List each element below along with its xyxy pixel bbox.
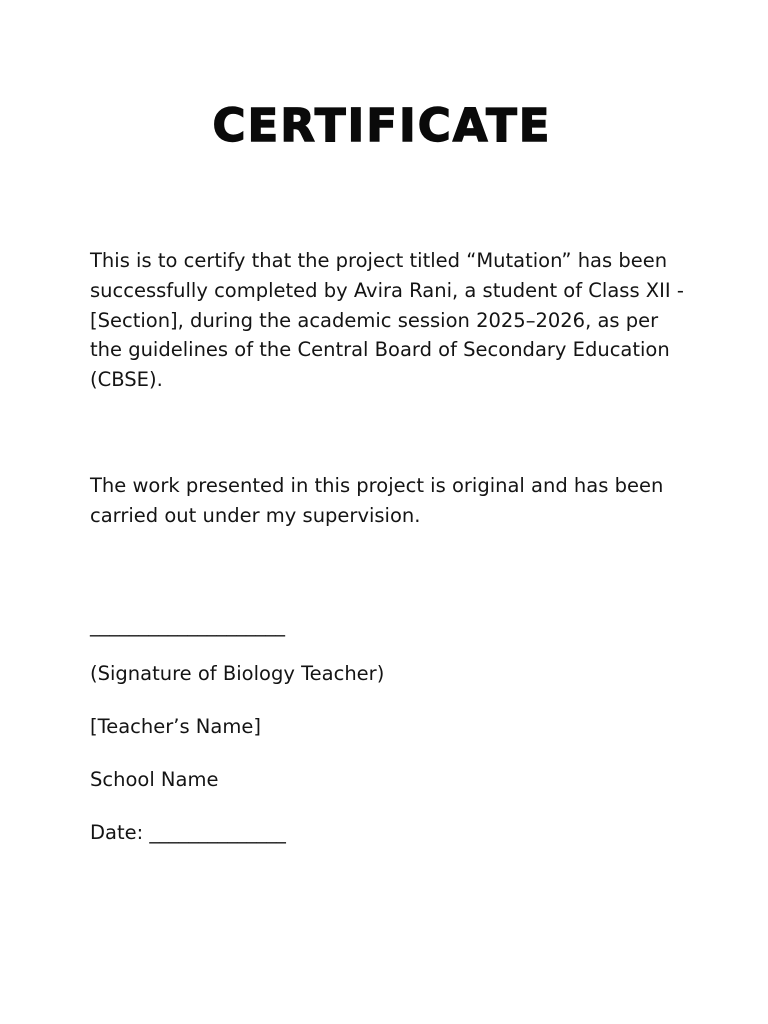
- date-line: Date: ______________: [90, 821, 286, 844]
- signature-caption: (Signature of Biology Teacher): [90, 662, 385, 685]
- originality-paragraph: The work presented in this project is original and has been carried out under my supervision.: [90, 474, 664, 527]
- certificate-title: CERTIFICATE: [212, 99, 552, 152]
- teacher-name-placeholder: [Teacher’s Name]: [90, 715, 261, 738]
- certification-paragraph: This is to certify that the project titled “Mutation” has been successfully completed by Avira Rani, a student of Class XII - [Section], during the academic session 2025–2026, as per the guidelines of the Central Board of Secondary Education (CBSE).: [90, 249, 684, 392]
- school-name: School Name: [90, 768, 219, 791]
- signature-line: ____________________: [90, 614, 285, 637]
